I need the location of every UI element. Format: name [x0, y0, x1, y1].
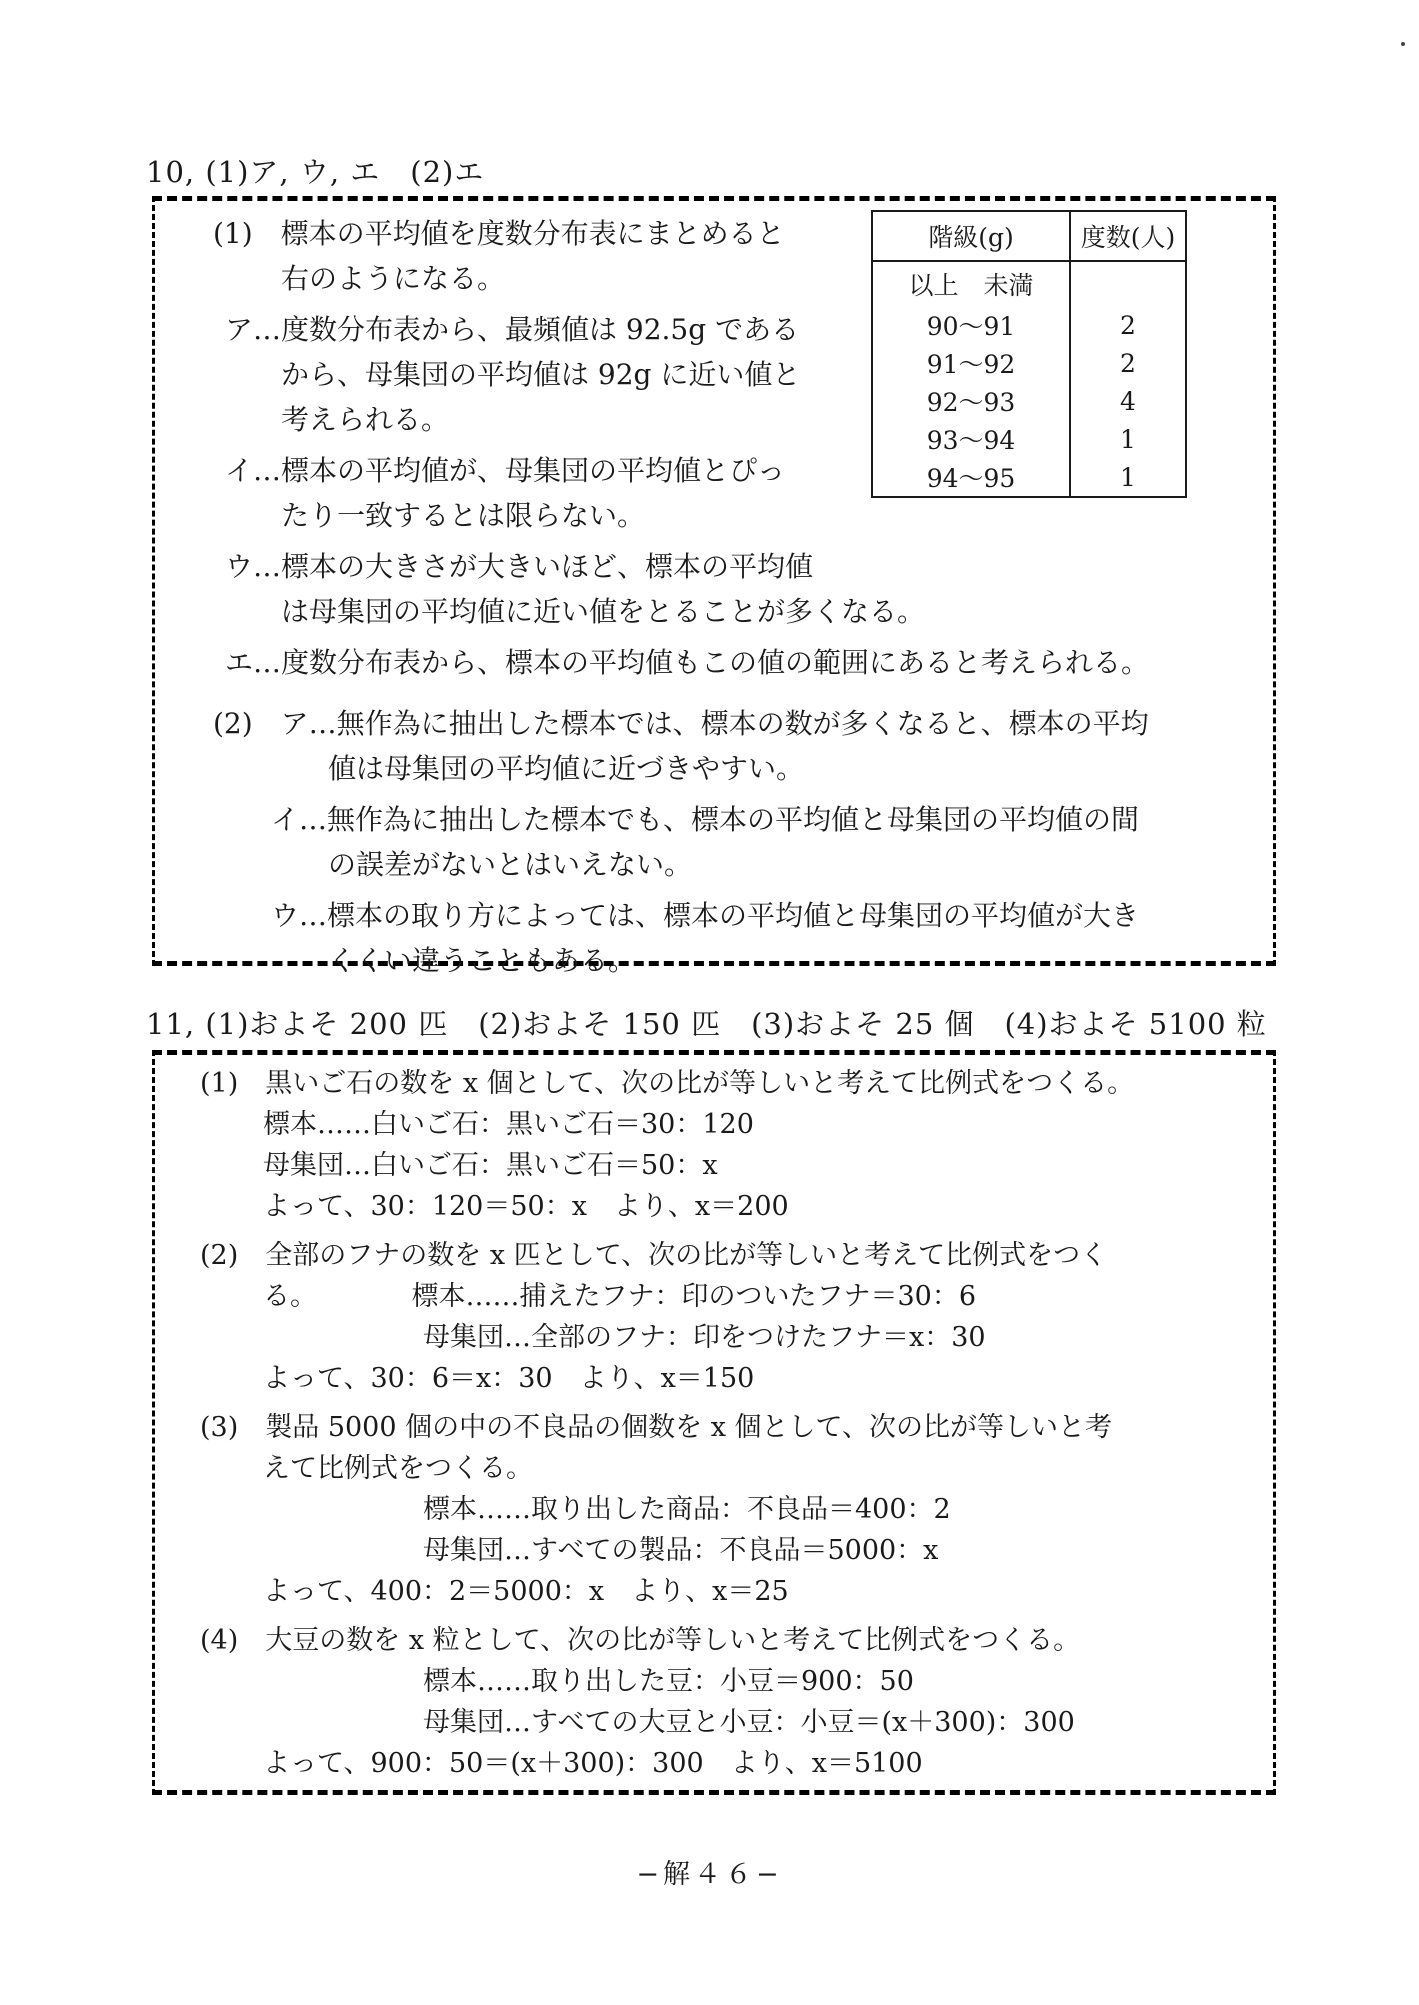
solution-line: 標本……取り出した豆：小豆＝900：50	[423, 1666, 914, 1697]
solution-line: 母集団…すべての製品：不良品＝5000：x	[423, 1535, 939, 1566]
solution-line: イ…標本の平均値が、母集団の平均値とぴっ	[225, 454, 786, 487]
solution-line: (4) 大豆の数を x 粒として、次の比が等しいと考えて比例式をつくる。	[200, 1625, 1081, 1656]
table-row	[872, 382, 1186, 420]
frequency-cell: 4	[1070, 382, 1186, 420]
class-range-cell: 90〜91	[926, 312, 1016, 341]
solution-line: 考えられる。	[281, 403, 450, 436]
frequency-table	[871, 210, 1187, 498]
solution-line: よって、900：50＝(x＋300)：300 より、x＝5100	[263, 1748, 923, 1779]
solution-line: ウ…標本の取り方によっては、標本の平均値と母集団の平均値が大き	[271, 899, 1140, 932]
table-row	[872, 306, 1186, 344]
solution-line: 母集団…白いご石：黒いご石＝50：x	[263, 1150, 718, 1181]
solution-line: よって、30：6＝x：30 より、x＝150	[263, 1363, 755, 1394]
solution-line: の誤差がないとはいえない。	[328, 848, 693, 881]
solution-line: 母集団…全部のフナ：印をつけたフナ＝x：30	[423, 1322, 986, 1353]
problem10-answer-heading: 10, (1)ア, ウ, エ (2)エ	[146, 155, 485, 189]
class-range-cell: 93〜94	[926, 426, 1016, 455]
solution-line: 標本……白いご石：黒いご石＝30：120	[263, 1109, 754, 1140]
problem11-answer-heading: 11, (1)およそ 200 匹 (2)およそ 150 匹 (3)およそ 25 個 (4)およそ 5100 粒	[146, 1007, 1267, 1041]
range-subheader: 以上 未満	[908, 271, 1034, 300]
page-number-footer: −解４６−	[636, 1859, 783, 1890]
empty-cell	[1070, 261, 1186, 306]
frequency-cell: 1	[1070, 458, 1186, 497]
solution-line: は母集団の平均値に近い値をとることが多くなる。	[281, 595, 926, 628]
solution-line: イ…無作為に抽出した標本でも、標本の平均値と母集団の平均値の間	[271, 803, 1140, 836]
scan-artifact-dot	[1401, 42, 1405, 46]
frequency-cell: 2	[1070, 344, 1186, 382]
solution-line: えて比例式をつくる。	[263, 1453, 533, 1484]
solution-line: ウ…標本の大きさが大きいほど、標本の平均値	[225, 550, 814, 583]
solution-line: よって、400：2＝5000：x より、x＝25	[263, 1576, 789, 1607]
frequency-cell: 2	[1070, 306, 1186, 344]
solution-line: (1) 黒いご石の数を x 個として、次の比が等しいと考えて比例式をつくる。	[200, 1068, 1135, 1099]
solution-line: る。 標本……捕えたフナ：印のついたフナ＝30：6	[263, 1281, 977, 1312]
class-column-header: 階級(g)	[872, 211, 1070, 261]
class-range-cell: 94〜95	[926, 464, 1016, 493]
solution-line: よって、30：120＝50：x より、x＝200	[263, 1191, 789, 1222]
table-subheader-row	[872, 261, 1186, 306]
table-row	[872, 420, 1186, 458]
solution-line: (3) 製品 5000 個の中の不良品の個数を x 個として、次の比が等しいと考	[200, 1412, 1112, 1443]
solution-line: (2) 全部のフナの数を x 匹として、次の比が等しいと考えて比例式をつく	[200, 1240, 1108, 1271]
table-row	[872, 344, 1186, 382]
solution-line: エ…度数分布表から、標本の平均値もこの値の範囲にあると考えられる。	[225, 646, 1150, 679]
solution-line: ア…度数分布表から、最頻値は 92.5g である	[225, 313, 800, 346]
solution-line: たり一致するとは限らない。	[281, 499, 646, 532]
solution-line: 標本……取り出した商品：不良品＝400：2	[423, 1494, 951, 1525]
class-range-cell: 92〜93	[926, 388, 1016, 417]
solution-line: 右のようになる。	[281, 262, 506, 295]
solution-line: くくい違うこともある。	[328, 944, 637, 977]
solution-line: (1) 標本の平均値を度数分布表にまとめると	[213, 217, 785, 250]
problem11-solution-box	[152, 1050, 1276, 1795]
solution-line: 母集団…すべての大豆と小豆：小豆＝(x＋300)：300	[423, 1707, 1075, 1738]
class-range-cell: 91〜92	[926, 350, 1016, 379]
frequency-cell: 1	[1070, 420, 1186, 458]
problem10-solution-box	[152, 196, 1276, 977]
solution-line: 値は母集団の平均値に近づきやすい。	[328, 752, 805, 785]
table-row	[872, 458, 1186, 497]
frequency-column-header: 度数(人)	[1070, 211, 1186, 261]
solution-line: から、母集団の平均値は 92g に近い値と	[281, 358, 801, 391]
table-header-row	[872, 211, 1186, 261]
solution-line: (2) ア…無作為に抽出した標本では、標本の数が多くなると、標本の平均	[213, 707, 1149, 740]
